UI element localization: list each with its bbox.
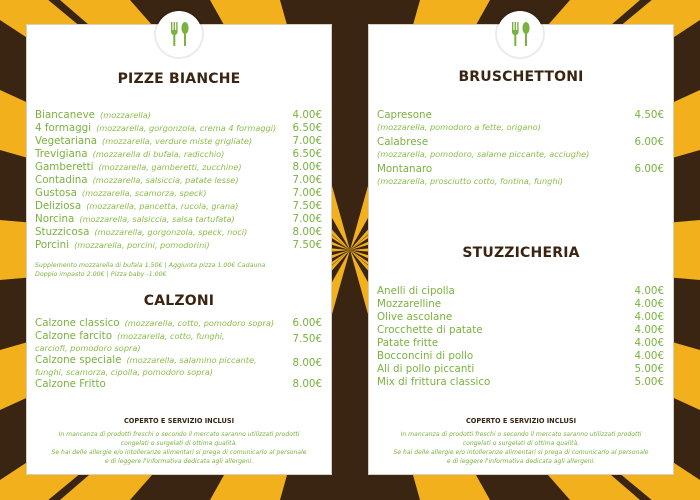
menu-item-row	[35, 378, 322, 391]
menu-item-row	[35, 239, 322, 252]
menu-item-price: 7.00€	[292, 135, 322, 147]
menu-item-description: (mozzarella, pomodoro a fette, origano)	[377, 122, 541, 132]
footer-title: COPERTO E SERVIZIO INCLUSI	[123, 417, 235, 425]
fork-spoon-icon	[164, 19, 194, 49]
supplement-line: Supplemento mozzarella di bufala 1.50€ | Aggiunta pizza 1.00€ Cadauna	[35, 262, 266, 269]
footer-line: e di leggere l'informativa dedicata agli allergeni.	[446, 458, 596, 465]
menu-item-name: Mozzarelline	[377, 298, 442, 310]
menu-item-price: 4.00€	[292, 109, 322, 121]
section-title-bruschettoni: BRUSCHETTONI	[458, 69, 584, 85]
menu-item-row	[35, 226, 322, 239]
menu-item-price: 6.00€	[634, 163, 664, 175]
menu-item-row	[377, 109, 664, 133]
menu-item-row	[377, 363, 664, 376]
menu-item-price: 6.00€	[634, 136, 664, 148]
menu-item-name: Ali di pollo piccanti	[377, 363, 475, 375]
menu-item-description: (mozzarella, cotto, funghi,	[117, 331, 225, 341]
footer-line: Se hai delle allergie e/o intolleranze alimentari si prega di comunicarlo al personale	[393, 449, 649, 456]
menu-item-price: 8.00€	[292, 161, 322, 173]
menu-item-price: 7.00€	[292, 213, 322, 225]
menu-item-row	[35, 213, 322, 226]
pizze-list	[35, 109, 322, 252]
menu-item-price: 7.00€	[292, 174, 322, 186]
menu-item-left	[35, 135, 293, 148]
menu-item-price: 4.00€	[634, 337, 664, 349]
section-title-pizze-bianche: PIZZE BIANCHE	[117, 71, 241, 87]
menu-item-price: 5.00€	[634, 376, 664, 388]
menu-item-price: 7.50€	[292, 239, 322, 251]
menu-item-price: 6.50€	[292, 148, 322, 160]
menu-item-row	[35, 330, 322, 354]
menu-item-name: Gustosa	[35, 187, 77, 199]
menu-item-left	[35, 213, 293, 226]
menu-panel-left	[26, 24, 332, 475]
menu-item-name: Calabrese	[377, 136, 429, 148]
menu-item-name: Crocchette di patate	[377, 324, 483, 336]
footer-line: congelati o surgelati di ottima qualità.	[462, 440, 580, 447]
menu-item-price: 6.50€	[292, 122, 322, 134]
section-title-stuzzicheria: STUZZICHERIA	[462, 245, 580, 261]
menu-item-row	[377, 163, 664, 187]
footer-line: e di leggere l'informativa dedicata agli allergeni.	[104, 458, 254, 465]
menu-item-row	[35, 200, 322, 213]
menu-item-description: funghi, scamorza, cipolla, pomodoro sopra)	[35, 367, 213, 377]
menu-item-description: (mozzarella, salsiccia, salsa tartufata)	[79, 214, 235, 224]
menu-item-name: Calzone farcito	[35, 330, 113, 342]
menu-item-left	[377, 285, 635, 298]
menu-item-left	[35, 226, 293, 239]
footer-line: In mancanza di prodotti freschi o secondo il mercato saranno utilizzati prodotti	[58, 431, 300, 438]
menu-panel-right	[368, 24, 674, 475]
footer-title: COPERTO E SERVIZIO INCLUSI	[465, 417, 577, 425]
menu-item-row	[35, 174, 322, 187]
menu-item-left	[377, 136, 635, 160]
menu-item-name: Biancaneve	[35, 109, 96, 121]
menu-item-description: (mozzarella, salsiccia, patate lesse)	[92, 175, 239, 185]
menu-item-description: (mozzarella, porcini, pomodorini)	[74, 240, 210, 250]
calzoni-list	[35, 317, 322, 391]
menu-item-row	[35, 135, 322, 148]
menu-item-description: carciofi, pomodoro sopra)	[35, 343, 141, 353]
menu-item-row	[377, 298, 664, 311]
menu-item-description: (mozzarella, pancetta, rucola, grana)	[86, 201, 239, 211]
menu-item-name: Stuzzicosa	[35, 226, 90, 238]
menu-item-name: Olive ascolane	[377, 311, 453, 323]
menu-item-left	[35, 174, 293, 187]
menu-item-left	[35, 354, 293, 378]
menu-item-description: (mozzarella, gorgonzola, crema 4 formaggi)	[96, 123, 277, 133]
menu-item-row	[377, 376, 664, 389]
menu-item-left	[35, 109, 293, 122]
footer-line: In mancanza di prodotti freschi o secondo il mercato saranno utilizzati prodotti	[400, 431, 642, 438]
menu-item-left	[377, 363, 635, 376]
menu-item-left	[377, 163, 635, 187]
menu-item-price: 4.00€	[634, 324, 664, 336]
menu-item-left	[35, 161, 293, 174]
menu-item-left	[35, 122, 293, 135]
menu-item-description: (mozzarella, verdure miste grigliate)	[102, 136, 253, 146]
menu-item-row	[35, 122, 322, 135]
menu-item-price: 4.50€	[634, 109, 664, 121]
menu-item-description: (mozzarella di bufala, radicchio)	[92, 149, 225, 159]
menu-item-row	[377, 324, 664, 337]
menu-item-left	[377, 311, 635, 324]
menu-item-row	[35, 148, 322, 161]
menu-item-price: 8.00€	[292, 357, 322, 369]
menu-item-name: 4 formaggi	[35, 122, 92, 134]
menu-item-row	[35, 161, 322, 174]
menu-item-price: 8.00€	[292, 378, 322, 390]
menu-item-description: (mozzarella, cotto, pomodoro sopra)	[124, 318, 275, 328]
menu-item-price: 7.00€	[292, 187, 322, 199]
fork-spoon-badge	[156, 11, 202, 57]
menu-item-left	[377, 109, 635, 133]
menu-item-price: 4.00€	[634, 298, 664, 310]
menu-item-left	[377, 337, 635, 350]
menu-item-name: Gamberetti	[35, 161, 94, 173]
menu-item-description: (mozzarella, prosciutto cotto, fontina, funghi)	[377, 176, 564, 186]
footer-line: congelati o surgelati di ottima qualità.	[120, 440, 238, 447]
menu-item-left	[35, 200, 293, 213]
menu-item-row	[35, 187, 322, 200]
menu-item-row	[35, 109, 322, 122]
menu-item-left	[35, 148, 293, 161]
menu-item-row	[377, 285, 664, 298]
menu-item-description: (mozzarella, gorgonzola, speck, noci)	[94, 227, 248, 237]
menu-item-left	[35, 330, 293, 354]
menu-item-description: (mozzarella)	[100, 110, 151, 120]
footer-text	[383, 430, 659, 466]
bruschettoni-list	[377, 109, 664, 190]
supplement-line: Doppio impasto 2.00€ | Pizza baby -1.00€	[35, 271, 167, 278]
menu-item-name: Calzone classico	[35, 317, 120, 329]
menu-item-name: Porcini	[35, 239, 70, 251]
menu-item-price: 7.50€	[292, 333, 322, 345]
menu-item-name: Vegetariana	[35, 135, 98, 147]
menu-item-price: 5.00€	[634, 363, 664, 375]
menu-item-description: (mozzarella, gamberetti, zucchine)	[98, 162, 242, 172]
footer-line: Se hai delle allergie e/o intolleranze alimentari si prega di comunicarlo al personale	[51, 449, 307, 456]
menu-item-left	[35, 187, 293, 200]
menu-item-name: Calzone speciale	[35, 354, 122, 366]
menu-item-price: 4.00€	[634, 311, 664, 323]
menu-item-description: (mozzarella, salamino piccante,	[126, 355, 257, 365]
menu-item-price: 7.50€	[292, 200, 322, 212]
menu-item-name: Calzone Fritto	[35, 378, 106, 390]
menu-item-row	[377, 311, 664, 324]
menu-item-left	[35, 378, 293, 391]
menu-item-name: Deliziosa	[35, 200, 82, 212]
menu-item-row	[377, 136, 664, 160]
menu-item-name: Montanaro	[377, 163, 433, 175]
menu-item-row	[377, 337, 664, 350]
menu-item-left	[35, 317, 293, 330]
menu-item-name: Anelli di cipolla	[377, 285, 455, 297]
menu-item-price: 6.00€	[292, 317, 322, 329]
menu-item-name: Contadina	[35, 174, 88, 186]
menu-item-left	[35, 239, 293, 252]
menu-item-name: Bocconcini di pollo	[377, 350, 474, 362]
menu-item-left	[377, 324, 635, 337]
section-title-calzoni: CALZONI	[143, 293, 215, 309]
menu-item-row	[35, 354, 322, 378]
menu-item-name: Capresone	[377, 109, 432, 121]
menu-item-name: Mix di frittura classico	[377, 376, 491, 388]
menu-item-price: 8.00€	[292, 226, 322, 238]
menu-item-row	[35, 317, 322, 330]
supplement-note	[35, 261, 323, 279]
menu-item-name: Norcina	[35, 213, 75, 225]
menu-item-name: Trevigiana	[35, 148, 88, 160]
menu-item-left	[377, 376, 635, 389]
stuzzicheria-list	[377, 285, 664, 389]
fork-spoon-badge	[497, 11, 543, 57]
menu-item-left	[377, 350, 635, 363]
menu-item-price: 4.00€	[634, 350, 664, 362]
menu-item-description: (mozzarella, pomodoro, salame piccante, acciughe)	[377, 149, 590, 159]
menu-item-price: 4.00€	[634, 285, 664, 297]
fork-spoon-icon	[505, 19, 535, 49]
menu-item-row	[377, 350, 664, 363]
menu-item-name: Patate fritte	[377, 337, 439, 349]
menu-item-description: (mozzarella, scamorza, speck)	[81, 188, 207, 198]
footer-text	[41, 430, 317, 466]
menu-item-left	[377, 298, 635, 311]
